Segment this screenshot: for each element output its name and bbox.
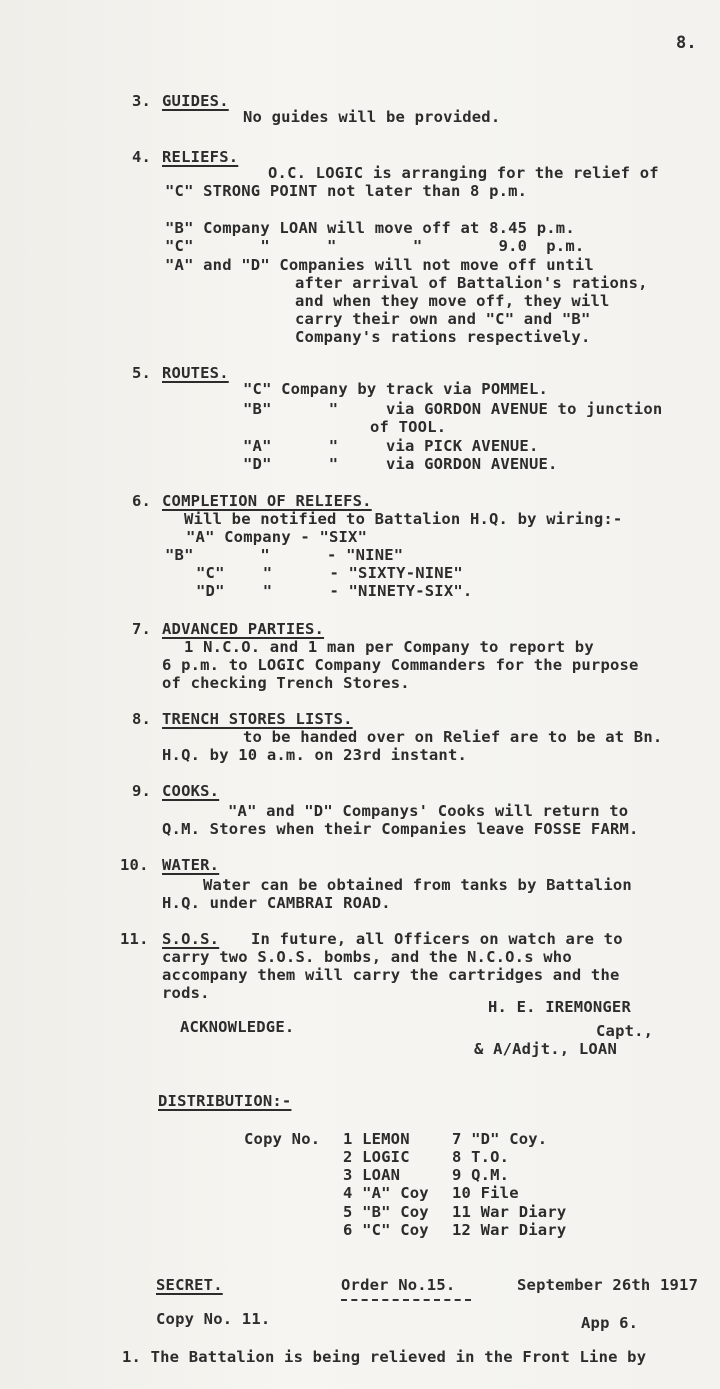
order-underline xyxy=(341,1299,471,1301)
section-number: 4. xyxy=(132,148,152,166)
section-text: Company's rations respectively. xyxy=(295,328,591,346)
section-text: "A" Company - "SIX" xyxy=(186,528,368,546)
section-text: "A" and "D" Companys' Cooks will return to xyxy=(228,802,629,820)
copy-number: Copy No. 11. xyxy=(156,1310,271,1328)
distribution-item: 11 War Diary xyxy=(452,1203,567,1221)
section-text: carry two S.O.S. bombs, and the N.C.O.s who xyxy=(162,948,572,966)
distribution-item: 10 File xyxy=(452,1184,519,1202)
section-text: "A" " via PICK AVENUE. xyxy=(243,437,539,455)
section-text: 1 N.C.O. and 1 man per Company to report by xyxy=(184,638,594,656)
distribution-item: 8 T.O. xyxy=(452,1148,510,1166)
distribution-item: 7 "D" Coy. xyxy=(452,1130,548,1148)
section-heading: ADVANCED PARTIES. xyxy=(162,620,325,638)
section-heading: COMPLETION OF RELIEFS. xyxy=(162,492,372,510)
acknowledge-text: ACKNOWLEDGE. xyxy=(180,1018,295,1036)
distribution-item: 3 LOAN xyxy=(343,1166,401,1184)
section-number: 5. xyxy=(132,364,152,382)
section-heading: S.O.S. xyxy=(162,930,220,948)
section-text: H.Q. by 10 a.m. on 23rd instant. xyxy=(162,746,468,764)
distribution-item: 6 "C" Coy xyxy=(343,1221,429,1239)
section-text: "B" Company LOAN will move off at 8.45 p.m. xyxy=(165,219,575,237)
section-text: to be handed over on Relief are to be at Bn. xyxy=(243,728,663,746)
section-text: In future, all Officers on watch are to xyxy=(251,930,623,948)
section-text: Q.M. Stores when their Companies leave FOSSE FARM. xyxy=(162,820,639,838)
distribution-item: 4 "A" Coy xyxy=(343,1184,429,1202)
order-number: Order No.15. xyxy=(341,1276,456,1294)
section-text: "B" " - "NINE" xyxy=(165,546,404,564)
page-number: 8. xyxy=(676,33,697,53)
section-number: 11. xyxy=(120,930,149,948)
section-text: carry their own and "C" and "B" xyxy=(295,310,591,328)
section-text: "D" " - "NINETY-SIX". xyxy=(196,582,473,600)
section-text: O.C. LOGIC is arranging for the relief of xyxy=(268,164,659,182)
copy-no-label: Copy No. xyxy=(244,1130,321,1148)
section-number: 10. xyxy=(120,856,149,874)
signature-rank: Capt., xyxy=(596,1022,654,1040)
secret-label: SECRET. xyxy=(156,1276,223,1294)
order-first-line: 1. The Battalion is being relieved in the Front Line by xyxy=(122,1348,647,1366)
section-heading: WATER. xyxy=(162,856,220,874)
section-text: after arrival of Battalion's rations, xyxy=(295,274,648,292)
signature-name: H. E. IREMONGER xyxy=(488,998,631,1016)
distribution-item: 9 Q.M. xyxy=(452,1166,510,1184)
distribution-item: 12 War Diary xyxy=(452,1221,567,1239)
section-heading: TRENCH STORES LISTS. xyxy=(162,710,353,728)
section-text: "C" STRONG POINT not later than 8 p.m. xyxy=(165,182,528,200)
section-text: Water can be obtained from tanks by Battalion xyxy=(203,876,632,894)
section-heading: RELIEFS. xyxy=(162,148,239,166)
section-text: "D" " via GORDON AVENUE. xyxy=(243,455,558,473)
distribution-heading: DISTRIBUTION:- xyxy=(158,1092,292,1110)
section-heading: GUIDES. xyxy=(162,92,229,110)
section-text: "C" Company by track via POMMEL. xyxy=(243,380,549,398)
section-text: H.Q. under CAMBRAI ROAD. xyxy=(162,894,391,912)
distribution-item: 5 "B" Coy xyxy=(343,1203,429,1221)
appendix-label: App 6. xyxy=(581,1314,639,1332)
distribution-item: 1 LEMON xyxy=(343,1130,410,1148)
section-text: Will be notified to Battalion H.Q. by wiring:- xyxy=(184,510,623,528)
section-text: accompany them will carry the cartridges and the xyxy=(162,966,620,984)
section-text: "A" and "D" Companies will not move off until xyxy=(165,256,594,274)
section-text: "C" " - "SIXTY-NINE" xyxy=(196,564,463,582)
section-text: of TOOL. xyxy=(370,418,447,436)
section-number: 8. xyxy=(132,710,152,728)
section-heading: ROUTES. xyxy=(162,364,229,382)
distribution-item: 2 LOGIC xyxy=(343,1148,410,1166)
section-text: of checking Trench Stores. xyxy=(162,674,410,692)
section-number: 9. xyxy=(132,782,152,800)
section-text: and when they move off, they will xyxy=(295,292,610,310)
section-number: 3. xyxy=(132,92,152,110)
section-number: 7. xyxy=(132,620,152,638)
section-number: 6. xyxy=(132,492,152,510)
signature-role: & A/Adjt., LOAN xyxy=(474,1040,617,1058)
section-text: rods. xyxy=(162,984,210,1002)
section-text: 6 p.m. to LOGIC Company Commanders for the purpose xyxy=(162,656,639,674)
section-text: No guides will be provided. xyxy=(243,108,501,126)
order-date: September 26th 1917 xyxy=(517,1276,699,1294)
section-text: "B" " via GORDON AVENUE to junction xyxy=(243,400,663,418)
section-heading: COOKS. xyxy=(162,782,220,800)
section-text: "C" " " " 9.0 p.m. xyxy=(165,237,585,255)
